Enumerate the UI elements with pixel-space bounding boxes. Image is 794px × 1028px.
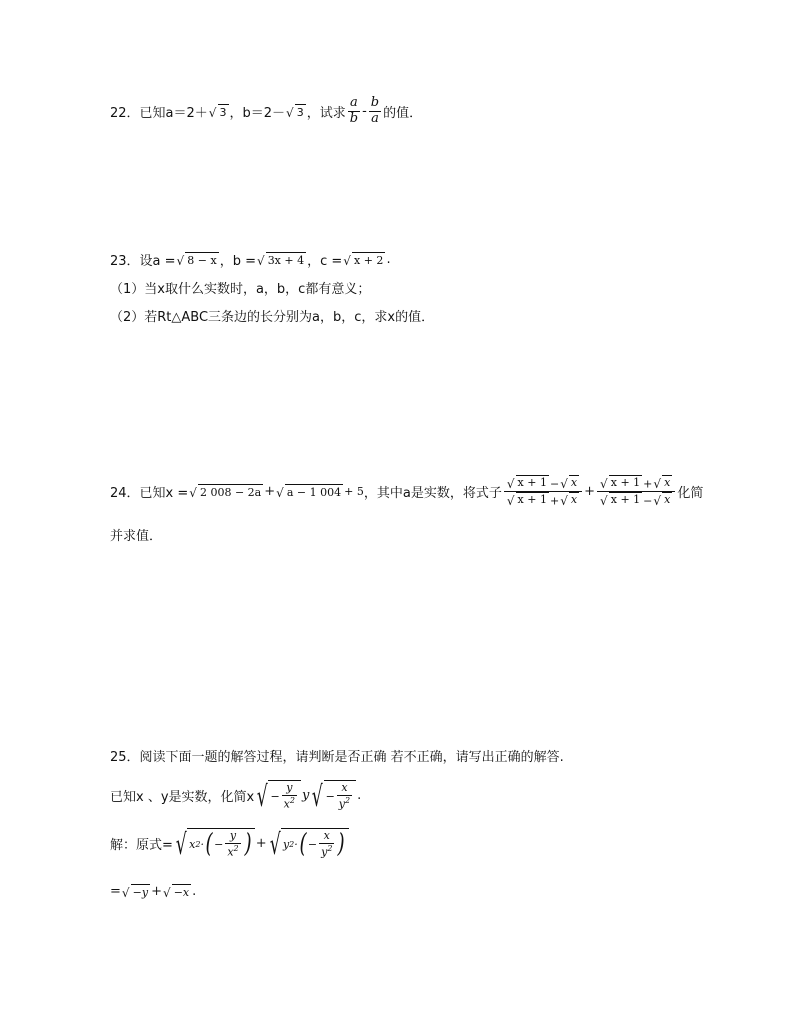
q25-final-eq: =	[110, 884, 121, 899]
sqrt-b: √ 3x + 4	[256, 253, 305, 268]
q23-c-label: ，c =	[307, 254, 343, 269]
sqrt-c: √ x + 2	[343, 253, 384, 268]
q24-end: 化简	[677, 486, 704, 502]
sqrt-a: √ 8 − x	[176, 253, 217, 268]
q24-line2: 并求值．	[110, 529, 163, 544]
q23-part1: （1）当x取什么实数时，a，b，c都有意义；	[110, 282, 371, 297]
q23-end: .	[386, 252, 391, 267]
q25-sol-lead: 解：原式=	[110, 837, 173, 853]
q23-b-label: ，b =	[219, 254, 256, 269]
question-24	[110, 475, 703, 508]
q25-y-var: y	[301, 787, 310, 803]
q24-lead: 24．已知x =	[110, 486, 189, 502]
q24-plus5: + 5	[344, 485, 364, 499]
minus-sign: -	[362, 103, 367, 119]
q23-part2: （2）若Rt△ABC三条边的长分别为a，b，c，求x的值．	[110, 310, 435, 325]
sqrt-solution-term-1: √ x 2 · ( − $\frac{y}{x^2}$ )	[174, 828, 255, 859]
sqrt-neg-y: √ −y	[121, 885, 149, 900]
q25-solution: 解：原式= √ x 2 · ( − $\frac{y}{x^2}$ ) + √ y 2 · ( − $\frac{x}{y^2}$ )	[110, 828, 350, 859]
q24-plus: +	[264, 484, 276, 500]
sqrt-2008: √ 2 008 − 2a	[189, 486, 262, 501]
q25-final-plus: +	[151, 884, 162, 899]
q24-mid: ，其中a是实数，将式子	[363, 486, 502, 502]
q24-fraction-1: √ x + 1 − √ x √ x + 1 + √ x	[504, 475, 582, 508]
sqrt-solution-term-2: √ y 2 · ( − $\frac{x}{y^2}$ )	[268, 828, 349, 859]
q25-dot: .	[357, 787, 362, 803]
question-23	[110, 250, 391, 269]
q23-lead: 23．设a =	[110, 254, 176, 269]
sqrt-1004: √ a − 1 004	[276, 486, 342, 501]
sqrt-neg-x-over-y2: √ − $\frac{x}{y^2}$	[310, 780, 356, 811]
q24-fraction-2: √ x + 1 + √ x √ x + 1 − √ x	[597, 475, 675, 508]
sqrt-3-a: √ 3	[208, 105, 227, 120]
fraction-b-over-a: $\frac{b}{a}$	[370, 95, 380, 126]
q22-end: 的值．	[383, 105, 423, 121]
fraction-a-over-b: $\frac{a}{b}$	[349, 95, 359, 126]
q25-final-end: .	[192, 884, 197, 899]
sqrt-neg-y-over-x2: √ − $\frac{y}{x^2}$	[255, 780, 301, 811]
q25-line1: 25．阅读下面一题的解答过程，请判断是否正确 若不正确，请写出正确的解答.	[110, 750, 564, 765]
q22-mid: ，b＝2－	[229, 105, 286, 121]
sqrt-neg-x: √ −x	[162, 885, 190, 900]
q22-lead: 22．已知a＝2＋	[110, 105, 208, 121]
q25-lead: 已知x 、y是实数，化简x	[110, 789, 255, 805]
sqrt-3-b: √ 3	[286, 105, 304, 120]
q24-plus2: +	[584, 484, 596, 500]
question-22	[110, 96, 422, 127]
q22-tail: ，试求	[306, 105, 346, 121]
q25-given	[110, 779, 362, 814]
q25-final	[110, 884, 196, 899]
